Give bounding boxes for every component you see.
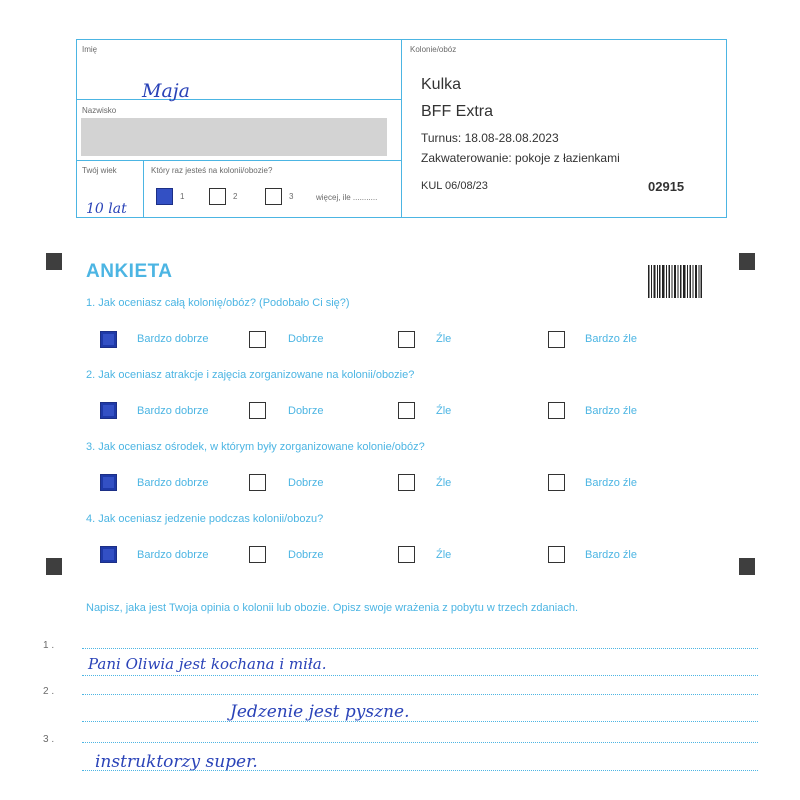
q2-checkbox-bardzo-zle[interactable] <box>548 402 565 419</box>
answer-line-1-bottom <box>82 675 758 676</box>
q2-checkbox-dobrze[interactable] <box>249 402 266 419</box>
registration-marker-bottom-left <box>46 558 62 575</box>
q3-checkbox-zle[interactable] <box>398 474 415 491</box>
question-3: 3. Jak oceniasz ośrodek, w którym były zorganizowane kolonie/obóz? <box>86 441 425 453</box>
ktory-raz-option-3: 3 <box>289 192 294 201</box>
q4-option-bardzo-zle: Bardzo źle <box>585 549 637 561</box>
camp-name: Kulka <box>421 76 462 93</box>
q3-option-dobrze: Dobrze <box>288 477 324 489</box>
header-row-divider-1 <box>77 99 401 100</box>
q4-checkbox-dobrze[interactable] <box>249 546 266 563</box>
question-1: 1. Jak oceniasz całą kolonię/obóz? (Podobało Ci się?) <box>86 297 350 309</box>
wiek-label: Twój wiek <box>82 166 117 175</box>
q1-option-bardzo-dobrze: Bardzo dobrze <box>137 333 209 345</box>
line-number-3: 3 . <box>43 734 55 745</box>
q1-option-zle: Źle <box>436 333 452 345</box>
q2-checkbox-zle[interactable] <box>398 402 415 419</box>
q2-option-bardzo-dobrze: Bardzo dobrze <box>137 405 209 417</box>
opinion-prompt: Napisz, jaka jest Twoja opinia o kolonii lub obozie. Opisz swoje wrażenia z pobytu w trzech zdaniach. <box>86 602 578 614</box>
ktory-raz-checkbox-1[interactable] <box>156 188 173 205</box>
q3-option-bardzo-dobrze: Bardzo dobrze <box>137 477 209 489</box>
registration-marker-bottom-right <box>739 558 755 575</box>
survey-title: ANKIETA <box>86 261 173 282</box>
imie-value: Maja <box>142 80 191 102</box>
q1-checkbox-bardzo-dobrze[interactable] <box>100 331 117 348</box>
header-row-divider-2 <box>77 160 401 161</box>
q4-option-bardzo-dobrze: Bardzo dobrze <box>137 549 209 561</box>
q1-checkbox-zle[interactable] <box>398 331 415 348</box>
q4-checkbox-bardzo-dobrze[interactable] <box>100 546 117 563</box>
wiek-value: 10 lat <box>86 201 127 217</box>
q1-option-dobrze: Dobrze <box>288 333 324 345</box>
q1-option-bardzo-zle: Bardzo źle <box>585 333 637 345</box>
q4-checkbox-zle[interactable] <box>398 546 415 563</box>
kolonie-label: Kolonie/obóz <box>410 45 457 54</box>
nazwisko-label: Nazwisko <box>82 106 117 115</box>
answer-1: Pani Oliwia jest kochana i miła. <box>88 655 327 673</box>
barcode-icon <box>648 265 702 298</box>
q3-checkbox-dobrze[interactable] <box>249 474 266 491</box>
q1-checkbox-bardzo-zle[interactable] <box>548 331 565 348</box>
q1-checkbox-dobrze[interactable] <box>249 331 266 348</box>
registration-marker-top-left <box>46 253 62 270</box>
question-4: 4. Jak oceniasz jedzenie podczas kolonii/obozu? <box>86 513 324 525</box>
zakwaterowanie: Zakwaterowanie: pokoje z łazienkami <box>421 151 620 165</box>
ktory-raz-label: Który raz jesteś na kolonii/obozie? <box>151 166 273 175</box>
q3-option-bardzo-zle: Bardzo źle <box>585 477 637 489</box>
line-number-2: 2 . <box>43 686 55 697</box>
answer-line-1-top <box>82 648 758 649</box>
camp-code: KUL 06/08/23 <box>421 180 488 192</box>
q4-option-zle: Źle <box>436 549 452 561</box>
ktory-raz-option-1: 1 <box>180 192 185 201</box>
ktory-raz-checkbox-3[interactable] <box>265 188 282 205</box>
imie-label: Imię <box>82 45 98 54</box>
q3-option-zle: Źle <box>436 477 452 489</box>
question-2: 2. Jak oceniasz atrakcje i zajęcia zorganizowane na kolonii/obozie? <box>86 369 415 381</box>
form-number: 02915 <box>648 179 685 194</box>
answer-line-2-bottom <box>82 721 758 722</box>
age-divider <box>143 160 144 218</box>
q3-checkbox-bardzo-zle[interactable] <box>548 474 565 491</box>
camp-program: BFF Extra <box>421 103 494 120</box>
q2-option-zle: Źle <box>436 405 452 417</box>
answer-line-2-top <box>82 694 758 695</box>
answer-line-3-bottom <box>82 770 758 771</box>
registration-marker-top-right <box>739 253 755 270</box>
turnus: Turnus: 18.08-28.08.2023 <box>421 131 559 145</box>
answer-3: instruktorzy super. <box>95 752 258 772</box>
header-divider <box>401 40 402 218</box>
ktory-raz-option-2: 2 <box>233 192 238 201</box>
q2-option-bardzo-zle: Bardzo źle <box>585 405 637 417</box>
ktory-raz-checkbox-2[interactable] <box>209 188 226 205</box>
q4-option-dobrze: Dobrze <box>288 549 324 561</box>
q4-checkbox-bardzo-zle[interactable] <box>548 546 565 563</box>
line-number-1: 1 . <box>43 640 55 651</box>
q2-checkbox-bardzo-dobrze[interactable] <box>100 402 117 419</box>
answer-2: Jedzenie jest pyszne. <box>230 702 410 722</box>
q2-option-dobrze: Dobrze <box>288 405 324 417</box>
answer-line-3-top <box>82 742 758 743</box>
redacted-surname <box>81 118 387 156</box>
q3-checkbox-bardzo-dobrze[interactable] <box>100 474 117 491</box>
wiecej-label: więcej, ile ........... <box>316 193 378 202</box>
